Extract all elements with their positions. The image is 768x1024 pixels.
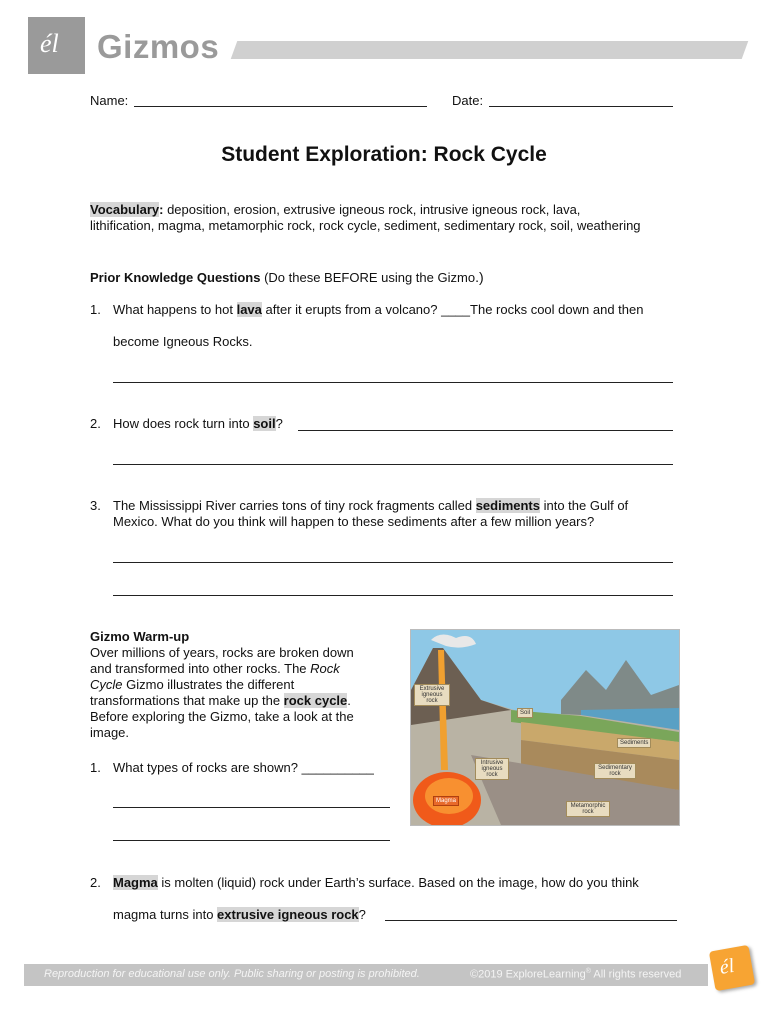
- wq2-l2term: extrusive igneous rock: [217, 907, 359, 922]
- q2-text: [113, 416, 283, 432]
- q3-text: [113, 498, 693, 530]
- q1-post: after it erupts from a volcano? ____The rocks cool down and then: [261, 302, 644, 317]
- q2-number: 2.: [90, 416, 101, 431]
- footer-copyright-reg: ®: [585, 968, 591, 975]
- warmup-line2b: Rock: [310, 661, 340, 676]
- explorelearning-logo: [709, 945, 755, 991]
- wq2-post: is molten (liquid) rock under Earth’s surface. Based on the image, how do you think: [157, 875, 639, 890]
- q1-text: [113, 302, 683, 318]
- date-label: Date:: [452, 93, 484, 108]
- vocabulary-block: [90, 202, 690, 234]
- prior-note-end: .): [475, 269, 484, 285]
- warmup-line5: Before exploring the Gizmo, take a look at the: [90, 709, 354, 724]
- warmup-line2: [90, 661, 390, 677]
- wq2-text: [113, 875, 693, 891]
- q2-answer-line1[interactable]: [298, 430, 673, 431]
- warmup-line6: image.: [90, 725, 130, 740]
- label-sediments: Sediments: [617, 738, 651, 748]
- header-decor-bar: [231, 41, 749, 59]
- q3-pre: The Mississippi River carries tons of tiny rock fragments called: [113, 498, 476, 513]
- q3-post: into the Gulf of: [540, 498, 629, 513]
- label-sedimentary: Sedimentary rock: [594, 763, 636, 779]
- q2-post: ?: [275, 416, 283, 431]
- wq2-l2post: ?: [358, 907, 366, 922]
- name-label: Name:: [90, 93, 129, 108]
- wq1-number: 1.: [90, 760, 101, 775]
- logo-text: él: [40, 29, 59, 58]
- wq2-line2: [113, 907, 366, 923]
- vocabulary-line2: lithification, magma, metamorphic rock, rock cycle, sediment, sedimentary rock, soil, weathering: [90, 218, 641, 233]
- vocabulary-line1: deposition, erosion, extrusive igneous rock, intrusive igneous rock, lava,: [163, 202, 581, 217]
- warmup-line3: [90, 677, 390, 693]
- q3-answer-line2[interactable]: [113, 595, 673, 596]
- label-extrusive: Extrusive igneous rock: [414, 684, 450, 706]
- vocabulary-label: Vocabulary: [90, 202, 160, 217]
- rock-cycle-image: [410, 629, 680, 826]
- wq2-answer-line[interactable]: [385, 920, 677, 921]
- warmup-line3a: Cycle: [90, 677, 123, 692]
- date-field[interactable]: [489, 106, 673, 107]
- label-metamorphic: Metamorphic rock: [566, 801, 610, 817]
- q2-pre: How does rock turn into: [113, 416, 254, 431]
- gizmos-logo: [28, 17, 85, 74]
- label-soil: Soil: [517, 708, 533, 718]
- warmup-line4b: rock cycle: [283, 693, 348, 708]
- prior-heading: Prior Knowledge Questions: [90, 270, 261, 285]
- wq2-term: Magma: [113, 875, 158, 890]
- footer-logo-text: él: [717, 954, 736, 979]
- name-field[interactable]: [134, 106, 427, 107]
- q3-answer-line1[interactable]: [113, 562, 673, 563]
- q2-term: soil: [253, 416, 276, 431]
- q3-term: sediments: [475, 498, 540, 513]
- q1-pre: What happens to hot: [113, 302, 237, 317]
- prior-heading-row: [90, 269, 484, 286]
- warmup-line4: [90, 693, 390, 709]
- q3-line2: Mexico. What do you think will happen to these sediments after a few million years?: [113, 514, 595, 529]
- wq1-answer-line1[interactable]: [113, 807, 390, 808]
- q3-number: 3.: [90, 498, 101, 513]
- footer-copyright: [470, 968, 681, 981]
- footer-copyright-pre: ©2019 ExploreLearning: [470, 968, 586, 981]
- prior-note: (Do these BEFORE using the Gizmo: [260, 270, 476, 285]
- footer-notice: Reproduction for educational use only. Public sharing or posting is prohibited.: [44, 968, 420, 980]
- brand-name: Gizmos: [97, 28, 220, 65]
- label-magma: Magma: [433, 796, 459, 806]
- page-title: Student Exploration: Rock Cycle: [221, 143, 547, 166]
- warmup-block: [90, 629, 390, 741]
- q1-answer-line[interactable]: [113, 382, 673, 383]
- wq1-text: What types of rocks are shown? __________: [113, 760, 374, 775]
- warmup-line4c: .: [347, 693, 351, 708]
- footer-copyright-post: All rights reserved: [590, 968, 682, 981]
- vocabulary-colon: :: [159, 202, 164, 217]
- wq1-answer-line2[interactable]: [113, 840, 390, 841]
- label-intrusive: Intrusive igneous rock: [475, 758, 509, 780]
- q1-term: lava: [236, 302, 262, 317]
- wq2-number: 2.: [90, 875, 101, 890]
- warmup-heading: Gizmo Warm-up: [90, 629, 190, 644]
- wq2-l2pre: magma turns into: [113, 907, 218, 922]
- warmup-line3b: Gizmo illustrates the different: [122, 677, 295, 692]
- warmup-line1: Over millions of years, rocks are broken down: [90, 645, 354, 660]
- q1-answer[interactable]: become Igneous Rocks.: [113, 334, 253, 349]
- warmup-line4a: transformations that make up the: [90, 693, 284, 708]
- q2-answer-line2[interactable]: [113, 464, 673, 465]
- warmup-line2a: and transformed into other rocks. The: [90, 661, 311, 676]
- q1-number: 1.: [90, 302, 101, 317]
